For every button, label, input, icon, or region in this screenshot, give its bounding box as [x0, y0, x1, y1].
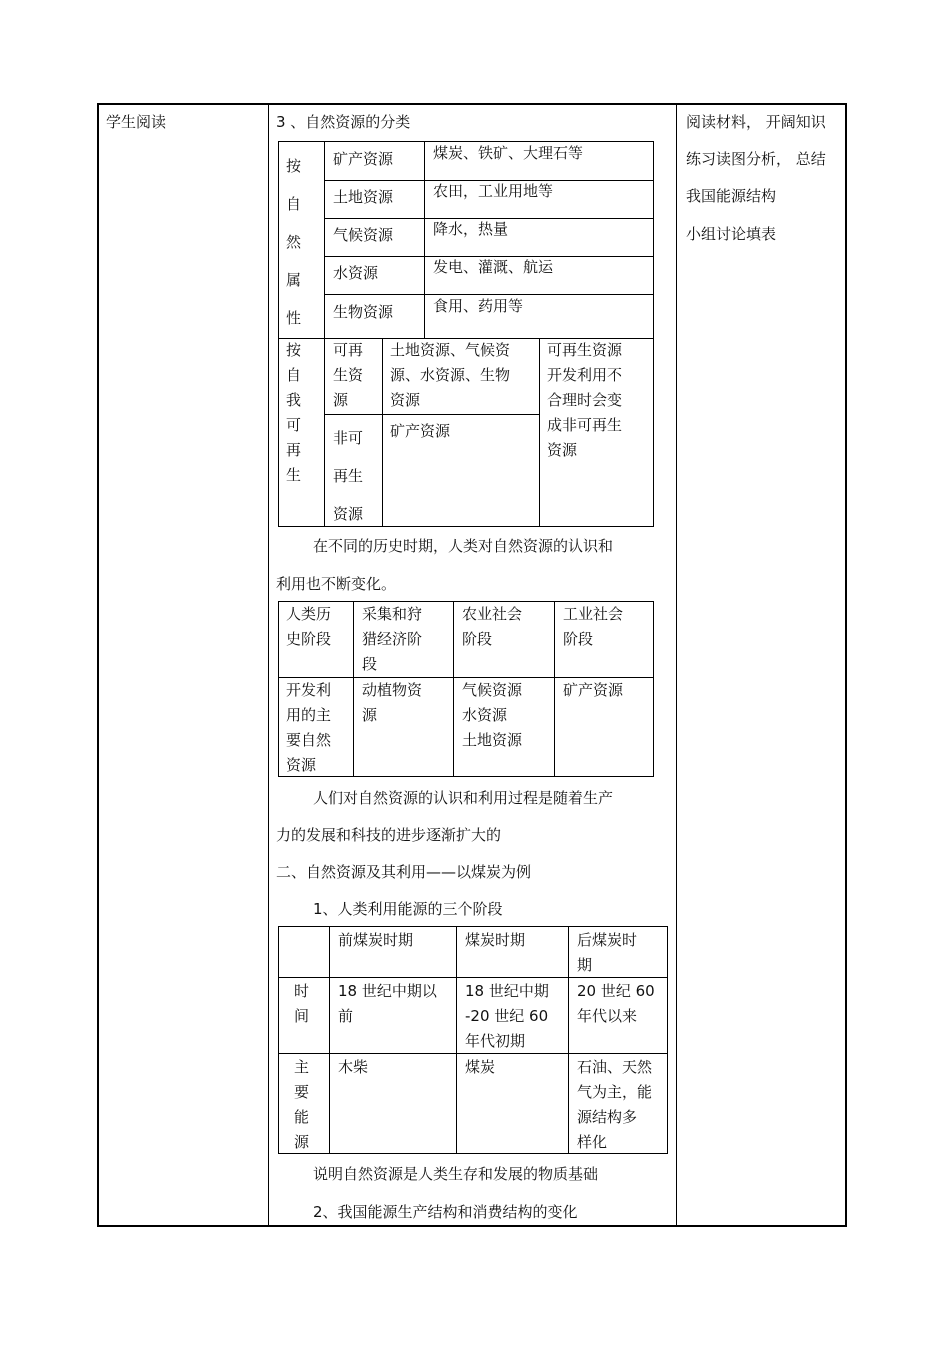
history-header: 农业社会 阶段 — [462, 605, 523, 648]
resource-example: 煤炭、铁矿、大理石等 — [433, 144, 584, 162]
energy-cell: 18 世纪中期 -20 世纪 60 年代初期 — [465, 982, 549, 1050]
right-note-line: 阅读材料， 开阔知识 — [686, 113, 826, 131]
column-divider-right — [676, 103, 677, 1227]
table-line — [353, 601, 354, 777]
renewable-type-label: 可再 生资 源 — [333, 341, 364, 409]
table-line — [456, 926, 457, 1154]
table-line — [424, 141, 425, 338]
nonrenewable-items: 矿产资源 — [390, 422, 451, 440]
table-line — [382, 338, 383, 527]
resource-example: 食用、药用等 — [433, 297, 524, 315]
energy-row-label: 主 要 能 源 — [294, 1058, 310, 1151]
energy-row-label: 时 间 — [294, 982, 310, 1025]
paragraph-line: 力的发展和科技的进步逐渐扩大的 — [276, 826, 502, 844]
history-header: 人类历 史阶段 — [286, 605, 332, 648]
history-cell: 开发利 用的主 要自然 资源 — [286, 681, 332, 774]
history-cell: 气候资源 水资源 土地资源 — [462, 681, 523, 749]
energy-header: 前煤炭时期 — [338, 931, 414, 949]
section-heading: 二、自然资源及其利用——以煤炭为例 — [276, 863, 532, 881]
subsection-heading: 2、我国能源生产结构和消费结构的变化 — [313, 1203, 578, 1221]
resource-type: 水资源 — [333, 264, 379, 282]
paragraph-line: 利用也不断变化。 — [276, 575, 397, 593]
section-heading: 3 、自然资源的分类 — [276, 113, 411, 131]
nonrenewable-type-label: 非可 再生 资源 — [333, 429, 364, 523]
renewable-label: 按 自 我 可 再 生 — [286, 341, 302, 484]
history-header: 工业社会 阶段 — [563, 605, 624, 648]
table-line — [324, 141, 325, 527]
energy-cell: 煤炭 — [465, 1058, 496, 1076]
resource-type: 气候资源 — [333, 226, 394, 244]
left-column-title: 学生阅读 — [106, 113, 167, 131]
table-line — [324, 414, 539, 415]
natural-attribute-label: 按 自 然 属 性 — [286, 157, 302, 327]
resource-example: 农田，工业用地等 — [433, 182, 554, 200]
right-note-line: 小组讨论填表 — [686, 225, 777, 243]
column-divider-left — [268, 103, 269, 1227]
renewable-note: 可再生资源 开发利用不 合理时会变 成非可再生 资源 — [547, 341, 623, 459]
history-cell: 矿产资源 — [563, 681, 624, 699]
energy-header: 后煤炭时 期 — [577, 931, 638, 974]
resource-type: 生物资源 — [333, 303, 394, 321]
resource-example: 降水，热量 — [433, 220, 509, 238]
subsection-heading: 1、人类利用能源的三个阶段 — [313, 900, 503, 918]
paragraph-line: 人们对自然资源的认识和利用过程是随着生产 — [313, 789, 614, 807]
paragraph-line: 在不同的历史时期，人类对自然资源的认识和 — [313, 537, 614, 555]
energy-cell: 20 世纪 60 年代以来 — [577, 982, 655, 1025]
table-line — [568, 926, 569, 1154]
resource-example: 发电、灌溉、航运 — [433, 258, 554, 276]
resource-type: 矿产资源 — [333, 150, 394, 168]
renewable-items: 土地资源、气候资 源、水资源、生物 资源 — [390, 341, 511, 409]
history-cell: 动植物资 源 — [362, 681, 423, 724]
table-line — [554, 601, 555, 777]
history-header: 采集和狩 猎经济阶 段 — [362, 605, 423, 673]
table-line — [539, 338, 540, 527]
table-line — [329, 926, 330, 1154]
right-note-line: 练习读图分析， 总结 — [686, 150, 826, 168]
energy-header: 煤炭时期 — [465, 931, 526, 949]
resource-type: 土地资源 — [333, 188, 394, 206]
energy-cell: 石油、天然 气为主，能 源结构多 样化 — [577, 1058, 653, 1151]
right-note-line: 我国能源结构 — [686, 187, 777, 205]
table-line — [453, 601, 454, 777]
energy-cell: 18 世纪中期以 前 — [338, 982, 437, 1025]
energy-cell: 木柴 — [338, 1058, 369, 1076]
paragraph-line: 说明自然资源是人类生存和发展的物质基础 — [313, 1165, 599, 1183]
